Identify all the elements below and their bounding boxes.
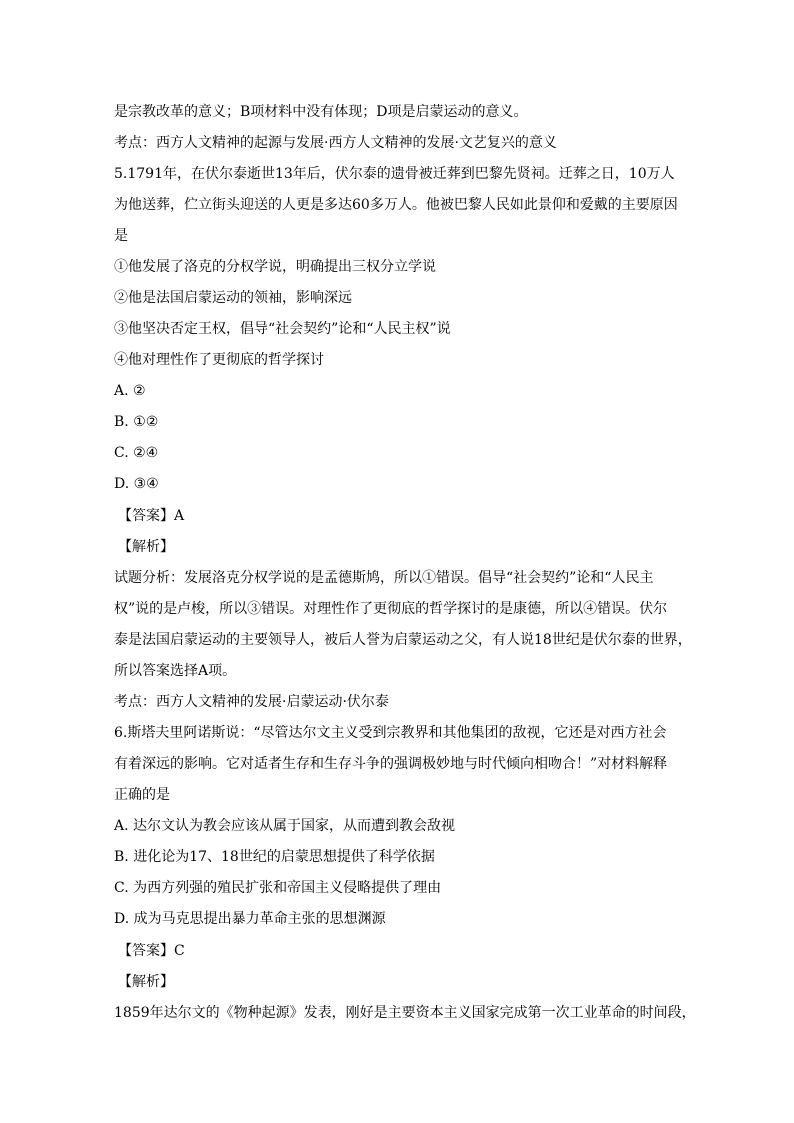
option-c: C. ②④ — [114, 445, 159, 461]
analysis-text: 所以答案选择A项。 — [114, 663, 237, 679]
question-5-stem: 为他送葬，伫立街头迎送的人更是多达60多万人。他被巴黎人民如此景仰和爱戴的主要原因 — [114, 197, 678, 213]
question-6-stem: 有着深远的影响。它对适者生存和生存斗争的强调极妙地与时代倾向相吻合！”对材料解释 — [114, 756, 668, 772]
answer-label: 【答案】C — [118, 943, 185, 959]
statement-2: ②他是法国启蒙运动的领袖，影响深远 — [114, 290, 352, 306]
analysis-text: 权”说的是卢梭，所以③错误。对理性作了更彻底的哲学探讨的是康德，所以④错误。伏尔 — [114, 601, 668, 617]
statement-3: ③他坚决否定王权，倡导“社会契约”论和“人民主权”说 — [114, 321, 451, 337]
analysis-text: 1859年达尔文的《物种起源》发表，刚好是主要资本主义国家完成第一次工业革命的时间段， — [114, 1005, 696, 1021]
question-6-stem: 正确的是 — [114, 787, 170, 803]
option-b: B. 进化论为17、18世纪的启蒙思想提供了科学依据 — [114, 849, 435, 865]
option-d: D. ③④ — [114, 476, 159, 492]
text-line: 是宗教改革的意义；B项材料中没有体现；D项是启蒙运动的意义。 — [114, 104, 528, 120]
analysis-label: 【解析】 — [118, 539, 174, 555]
question-5-stem: 5.1791年，在伏尔泰逝世13年后，伏尔泰的遗骨被迁葬到巴黎先贤祠。迁葬之日，10万人 — [114, 166, 675, 182]
option-a: A. 达尔文认为教会应该从属于国家，从而遭到教会敌视 — [114, 818, 456, 834]
knowledge-point: 考点：西方人文精神的发展·启蒙运动·伏尔泰 — [114, 694, 389, 710]
option-c: C. 为西方列强的殖民扩张和帝国主义侵略提供了理由 — [114, 880, 442, 896]
analysis-label: 【解析】 — [118, 974, 174, 990]
option-a: A. ② — [114, 383, 146, 399]
analysis-text: 泰是法国启蒙运动的主要领导人，被后人誉为启蒙运动之父，有人说18世纪是伏尔泰的世界， — [114, 632, 692, 648]
text-line: 考点：西方人文精神的起源与发展·西方人文精神的发展·文艺复兴的意义 — [114, 135, 557, 151]
analysis-text: 试题分析：发展洛克分权学说的是孟德斯鸠，所以①错误。倡导“社会契约”论和“人民主 — [114, 570, 654, 586]
question-5-stem: 是 — [114, 228, 128, 244]
statement-1: ①他发展了洛克的分权学说，明确提出三权分立学说 — [114, 259, 436, 275]
question-6-stem: 6.斯塔夫里阿诺斯说：“尽管达尔文主义受到宗教界和其他集团的敌视，它还是对西方社会 — [114, 725, 667, 741]
option-b: B. ①② — [114, 414, 159, 430]
statement-4: ④他对理性作了更彻底的哲学探讨 — [114, 352, 324, 368]
answer-label: 【答案】A — [118, 508, 185, 524]
option-d: D. 成为马克思提出暴力革命主张的思想渊源 — [114, 911, 386, 927]
